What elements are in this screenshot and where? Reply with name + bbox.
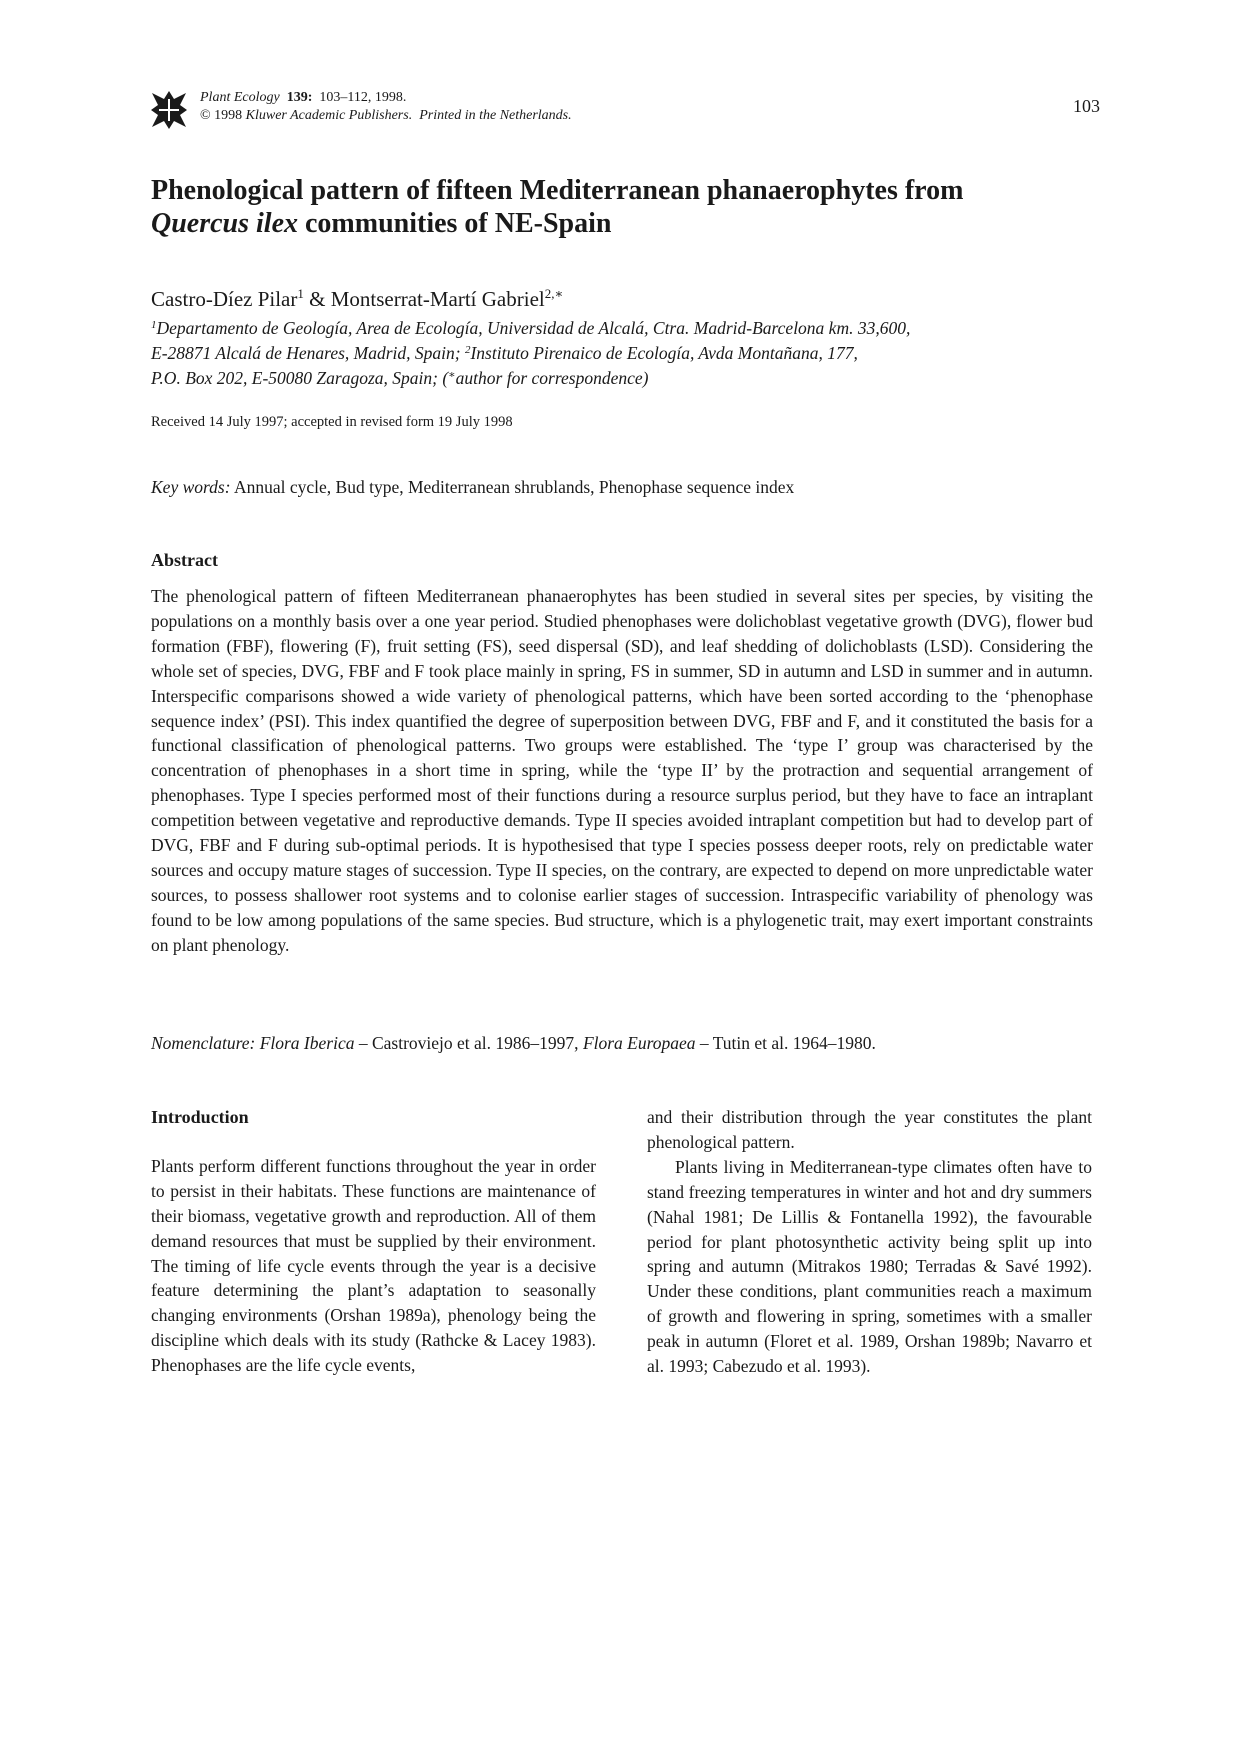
- author-list: [151, 287, 563, 311]
- author-1: Castro-Díez Pilar: [151, 287, 298, 311]
- affiliation-marker-2: 2: [464, 344, 471, 356]
- title-line-1: Phenological pattern of fifteen Mediterranean phanaerophytes from: [151, 175, 964, 206]
- column-right: [647, 1105, 1092, 1379]
- nomenclature-part-1: – Castroviejo et al. 1986–1997,: [354, 1033, 583, 1053]
- author-2-affiliation: 2,∗: [544, 286, 564, 301]
- journal-volume: 139:: [286, 90, 313, 105]
- nomenclature-part-2: – Tutin et al. 1964–1980.: [695, 1033, 876, 1053]
- printed-note: Printed in the Netherlands.: [419, 108, 572, 123]
- introduction-paragraph-2: Plants living in Mediterranean-type climates often have to stand freezing temperatures in winter and hot and dry summers (Nahal 1981; De Lillis & Fontanella 1992), the favourable period for plant photosynthetic activity being split up into spring and autumn (Mitrakos 1980; Terradas & Savé 1992). Under these conditions, plant communities reach a maximum of growth and flowering in spring, sometimes with a smaller peak in autumn (Floret et al. 1989, Orshan 1989b; Navarro et al. 1993; Cabezudo et al. 1993).: [647, 1156, 1092, 1377]
- keywords-label: Key words:: [151, 477, 231, 497]
- introduction-paragraph-1-continued: and their distribution through the year constitutes the plant phenological pattern.: [647, 1107, 1092, 1152]
- affiliation-marker-1: 1: [151, 319, 157, 331]
- affiliation-line-2b: Instituto Pirenaico de Ecología, Avda Montañana, 177,: [470, 343, 858, 363]
- abstract-heading: Abstract: [151, 550, 218, 570]
- received-dates: Received 14 July 1997; accepted in revised form 19 July 1998: [151, 414, 513, 430]
- column-left: [151, 1105, 596, 1378]
- journal-name: Plant Ecology: [200, 90, 280, 105]
- affiliation-line-3b: author for correspondence): [455, 368, 649, 388]
- journal-pages-year: 103–112, 1998.: [319, 90, 407, 105]
- copyright-year: 1998: [214, 108, 243, 123]
- introduction-paragraph-1: Plants perform different functions throughout the year in order to persist in their habitats. These functions are maintenance of their biomass, vegetative growth and reproduction. All of them demand resources that must be supplied by their environment. The timing of life cycle events through the year is a decisive feature determining the plant’s adaptation to seasonally changing environments (Orshan 1989a), phenology being the discipline which deals with its study (Rathcke & Lacey 1983). Phenophases are the life cycle events,: [151, 1155, 596, 1376]
- page-number: 103: [1073, 96, 1100, 116]
- title-line-2: communities of NE-Spain: [298, 208, 612, 239]
- paper-title: [151, 174, 1101, 240]
- author-separator: &: [303, 287, 331, 311]
- author-1-affiliation: 1: [297, 286, 304, 301]
- nomenclature: [151, 1033, 876, 1054]
- nomenclature-label: Nomenclature: Flora Iberica: [151, 1033, 355, 1053]
- affiliation-line-2a: E-28871 Alcalá de Henares, Madrid, Spain;: [151, 343, 465, 363]
- affiliations: [151, 316, 1101, 391]
- correspondence-marker: ∗: [448, 369, 456, 381]
- affiliation-line-3a: P.O. Box 202, E-50080 Zaragoza, Spain; (: [151, 368, 449, 388]
- page-header: [150, 86, 1100, 130]
- publisher-logo-icon: [150, 89, 188, 131]
- affiliation-line-1: Departamento de Geología, Area de Ecología, Universidad de Alcalá, Ctra. Madrid-Barcelona km. 33,600,: [156, 318, 911, 338]
- author-2: Montserrat-Martí Gabriel: [330, 287, 545, 311]
- nomenclature-flora-europaea: Flora Europaea: [582, 1033, 696, 1053]
- title-species: Quercus ilex: [151, 208, 298, 239]
- journal-citation: [200, 89, 572, 125]
- abstract-text: The phenological pattern of fifteen Mediterranean phanaerophytes has been studied in several sites per species, by visiting the populations on a monthly basis over a one year period. Studied phenophases were dolichoblast vegetative growth (DVG), flower bud formation (FBF), flowering (F), fruit setting (FS), seed dispersal (SD), and leaf shedding of dolichoblasts (LSD). Considering the whole set of species, DVG, FBF and F took place mainly in spring, FS in summer, SD in autumn and LSD in summer and in autumn. Interspecific comparisons showed a wide variety of phenological patterns, which have been sorted according to the ‘phenophase sequence index’ (PSI). This index quantified the degree of superposition between DVG, FBF and F, and it constituted the basis for a functional classification of phenological patterns. Two groups were established. The ‘type I’ group was characterised by the concentration of phenophases in a short time in spring, while the ‘type II’ by the protraction and sequential arrangement of phenophases. Type I species performed most of their functions during a resource surplus period, but they have to face an intraplant competition between vegetative and reproductive demands. Type II species avoided intraplant competition but had to develop part of DVG, FBF and F during sub-optimal periods. It is hypothesised that type I species possess deeper roots, rely on predictable water sources and occupy mature stages of succession. Type II species, on the contrary, are expected to depend on more unpredictable water sources, to possess shallower root systems and to colonise earlier stages of succession. Intraspecific variability of phenology was found to be low among populations of the same species. Bud structure, which is a phylogenetic trait, may exert important constraints on plant phenology.: [151, 586, 1093, 955]
- keywords: [151, 477, 794, 498]
- copyright-symbol: ©: [200, 108, 211, 123]
- introduction-heading: Introduction: [151, 1107, 249, 1127]
- keywords-text: Annual cycle, Bud type, Mediterranean shrublands, Phenophase sequence index: [230, 477, 795, 497]
- publisher-name: Kluwer Academic Publishers.: [245, 108, 413, 123]
